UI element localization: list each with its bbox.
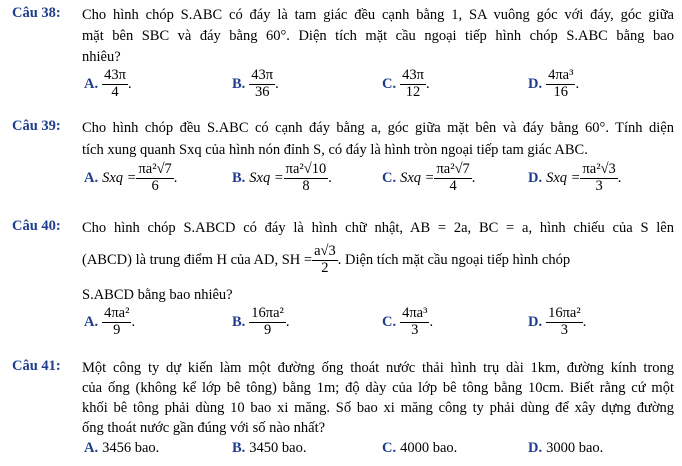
- option-a[interactable]: A. $\frac{\text{4πa²}}{9}$ .: [84, 305, 136, 338]
- question-text-line: (ABCD) là trung điểm H của AD, SH = $\frac{a√3}{2}$ . Diện tích mặt cầu ngoại tiếp hình chóp: [82, 243, 571, 276]
- option-letter: D.: [528, 75, 543, 92]
- option-text: 4000 bao.: [400, 440, 458, 456]
- option-letter: C.: [382, 169, 397, 186]
- option-d[interactable]: D. $\frac{\text{4πa³}}{16}$ .: [528, 67, 580, 100]
- option-letter: B.: [232, 313, 246, 330]
- question-text-line: của ống (không kể lớp bê tông) bằng 1m; độ dày của lớp bê tông bằng 10cm. Biết rằng cứ một: [82, 380, 674, 396]
- option-letter: B.: [232, 440, 246, 456]
- question-number: Câu 38:: [12, 5, 61, 21]
- option-letter: A.: [84, 169, 99, 186]
- fraction: $\frac{43\pi}{4}$: [104, 67, 126, 100]
- option-d[interactable]: D. Sxq = $\frac{\text{πa²√3}}{3}$ .: [528, 161, 622, 194]
- question-number: Câu 41:: [12, 358, 61, 374]
- option-c[interactable]: C. $\frac{43\pi}{12}$ .: [382, 67, 430, 100]
- option-c[interactable]: C. Sxq = $\frac{\text{πa²√7}}{4}$ .: [382, 161, 476, 194]
- option-letter: A.: [84, 313, 99, 330]
- option-letter: C.: [382, 75, 397, 92]
- question-text-line: tích xung quanh Sxq của hình nón đỉnh S, có đáy là hình tròn ngoại tiếp tam giác ABC.: [82, 142, 588, 158]
- option-text: 3000 bao.: [546, 440, 604, 456]
- question-text-line: Một công ty dự kiến làm một đường ống thoát nước thải hình trụ dài 1km, đường kính trong: [82, 360, 674, 376]
- option-letter: B.: [232, 75, 246, 92]
- question-text-line: S.ABCD bằng bao nhiêu?: [82, 287, 233, 303]
- question-text-line: ống thoát nước gần đúng với số nào nhất?: [82, 420, 326, 436]
- option-a[interactable]: A. $\frac{43\pi}{4}$ .: [84, 67, 132, 100]
- option-letter: D.: [528, 440, 543, 456]
- option-d[interactable]: [528, 440, 603, 457]
- question-text-line: Cho hình chóp S.ABC có đáy là tam giác đều cạnh bằng 1, SA vuông góc với đáy, góc giữa: [82, 7, 674, 23]
- option-letter: B.: [232, 169, 246, 186]
- option-a[interactable]: A. Sxq = $\frac{\text{πa²√7}}{6}$ .: [84, 161, 178, 194]
- question-text-line: Cho hình chóp đều S.ABC có cạnh đáy bằng a, góc giữa mặt bên và đáy bằng 60°. Tính diện: [82, 120, 674, 136]
- option-text: 3450 bao.: [249, 440, 307, 456]
- question-text-line: khối bê tông phải dùng 10 bao xi măng. Số bao xi măng công ty phải dùng để xây dựng đường: [82, 400, 674, 416]
- option-text: 3456 bao.: [102, 440, 160, 456]
- option-letter: C.: [382, 313, 397, 330]
- fraction: $\frac{43\pi}{36}$: [251, 67, 274, 100]
- option-letter: A.: [84, 75, 99, 92]
- question-text-line: mặt bên SBC và đáy bằng 60°. Diện tích mặt cầu ngoại tiếp hình chóp S.ABC bằng bao: [82, 28, 674, 44]
- fraction: $\frac{\text{4πa³}}{3}$: [402, 305, 428, 338]
- option-b[interactable]: B. $\frac{43\pi}{36}$ .: [232, 67, 279, 100]
- fraction: $\frac{43\pi}{12}$: [402, 67, 424, 100]
- fraction: $\frac{\text{16πa²}}{3}$: [548, 305, 581, 338]
- fraction: $\frac{\text{πa²√7}}{4}$: [436, 161, 470, 194]
- option-c[interactable]: C. $\frac{\text{4πa³}}{3}$ .: [382, 305, 434, 338]
- fraction: $\frac{\text{4πa²}}{9}$: [104, 305, 130, 338]
- option-letter: C.: [382, 440, 397, 456]
- fraction: $\frac{\text{4πa³}}{16}$: [548, 67, 574, 100]
- option-c[interactable]: [382, 440, 457, 457]
- question-number: Câu 39:: [12, 118, 61, 134]
- fraction: $\frac{\text{πa²√7}}{6}$: [138, 161, 172, 194]
- option-b[interactable]: [232, 440, 306, 457]
- option-d[interactable]: D. $\frac{\text{16πa²}}{3}$ .: [528, 305, 587, 338]
- fraction: $\frac{a√3}{2}$: [314, 243, 336, 276]
- question-number: Câu 40:: [12, 218, 61, 234]
- option-letter: D.: [528, 313, 543, 330]
- option-letter: D.: [528, 169, 543, 186]
- option-b[interactable]: B. $\frac{\text{16πa²}}{9}$ .: [232, 305, 290, 338]
- option-b[interactable]: B. Sxq = $\frac{\text{πa²√10}}{8}$ .: [232, 161, 332, 194]
- question-text-line: nhiêu?: [82, 49, 121, 65]
- fraction: $\frac{\text{πa²√10}}{8}$: [285, 161, 327, 194]
- option-a[interactable]: [84, 440, 159, 457]
- question-text-line: Cho hình chóp S.ABCD có đáy là hình chữ nhật, AB = 2a, BC = a, hình chiếu của S lên: [82, 220, 674, 236]
- fraction: $\frac{\text{16πa²}}{9}$: [251, 305, 284, 338]
- fraction: $\frac{\text{πa²√3}}{3}$: [582, 161, 616, 194]
- option-letter: A.: [84, 440, 99, 456]
